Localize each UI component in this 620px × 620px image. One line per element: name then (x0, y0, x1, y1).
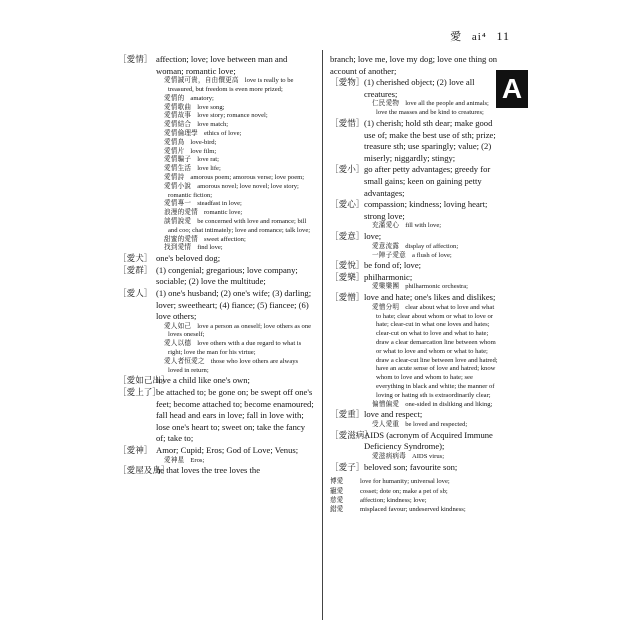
sub-entry-chinese: 愛人者恒愛之 (164, 357, 205, 365)
compound-chinese: 慈愛 (330, 496, 344, 504)
sub-entry-english: AIDS virus; (411, 453, 445, 461)
dictionary-entry (330, 272, 500, 292)
sub-entry (156, 130, 314, 139)
headword: ［愛如己出］ (118, 375, 170, 386)
thumb-index-tab: A (496, 70, 528, 108)
sub-entry (156, 236, 314, 245)
headword: ［愛子］ (330, 461, 365, 472)
sub-entry-chinese: 愛情的 (164, 94, 185, 102)
compound-english: love for humanity; universal love; (360, 478, 450, 486)
definition: be fond of; love; (364, 260, 422, 271)
sub-entry-chinese: 愛情故事 (164, 112, 192, 120)
sub-entry-english: clear about what to love and what to hate; clear about whom or what to love or hate; clear-cut in what one loves and hates; clear-cut on what to love and what to hate; draw a clear demarcation line between whom or what to love and whom or what to hate; draw a clear-cut line between love and hatred; have an acute sense of love and hatred; know whom to love and whom to hate; see everything in black and white; the manner of loving or hating sth is extraordinarily clear; (376, 303, 498, 399)
definition: (1) congenial; gregarious; love company; sociable; (2) love the multitude; (156, 264, 298, 287)
sub-entry-chinese: 談情說愛 (164, 217, 192, 225)
definition: love a child like one's own; (156, 375, 250, 386)
sub-entry (156, 121, 314, 130)
headword: ［愛重］ (330, 409, 365, 420)
dictionary-entry (330, 164, 500, 199)
compound-row (330, 477, 500, 486)
dictionary-entry (330, 77, 500, 118)
sub-entry-chinese: 愛意流露 (372, 242, 400, 250)
definition: compassion; kindness; loving heart; strong love; (364, 199, 488, 221)
sub-entry-english: a flush of love; (411, 251, 452, 259)
sub-entry-chinese: 愛情生活 (164, 165, 192, 173)
sub-entry-chinese: 愛情倫理學 (164, 129, 198, 137)
sub-entry (364, 401, 500, 410)
definition: (1) cherish; hold sth dear; make good use of; make the best use of sth; prize; treasure sth; use sparingly; value; (2) miserly; niggardly; stingy; (364, 117, 496, 163)
dictionary-entry (118, 465, 314, 477)
definition: Amor; Cupid; Eros; God of Love; Venus; (156, 445, 299, 456)
headword: ［愛樂］ (330, 271, 365, 282)
sub-entry (364, 283, 500, 292)
sub-entry-english: those who love others are always loved in return; (168, 357, 299, 374)
dictionary-entry (330, 231, 500, 260)
definition: AIDS (acronym of Acquired Immune Deficiency Syndrome); (364, 429, 493, 452)
compound-english: affection; kindness; love; (360, 496, 427, 504)
sub-entry-english: love others with a due regard to what is right; love the man for his virtue; (168, 340, 302, 357)
sub-entry-english: love story; romance novel; (197, 112, 268, 120)
headword: ［愛意］ (330, 231, 365, 242)
definition: go after petty advantages; greedy for small gains; keen on gaining petty advantages; (364, 164, 491, 198)
headword: ［愛群］ (118, 264, 153, 275)
headword: ［愛小］ (330, 164, 365, 175)
headword: ［愛神］ (118, 445, 153, 456)
sub-entry-english: amatory; (190, 94, 214, 102)
sub-entry-english: steadfast in love; (197, 200, 242, 208)
sub-entry-chinese: 甜蜜的愛情 (164, 235, 198, 243)
dictionary-entry (330, 462, 500, 474)
definition: (1) one's husband; (2) one's wife; (3) darling; lover; sweetheart; (4) fiance; (5) fiancee; (6) love others; (156, 287, 312, 322)
sub-entry (156, 95, 314, 104)
sub-entry-english: love all the people and animals; love the masses and be kind to creatures; (376, 100, 489, 117)
dictionary-entry (118, 445, 314, 465)
compound-row (330, 496, 500, 505)
definition: be attached to; be gone on; be swept off one's feet; become attached to; become enamoured; fall head and ears in love; fall in love with; lose one's heart to; sweet on; take the fancy of; take to; (156, 387, 314, 444)
sub-entry-english: fill with love; (405, 222, 442, 230)
sub-entry-chinese: 偏憎偏愛 (372, 400, 400, 408)
dictionary-entry (330, 292, 500, 409)
sub-entry (156, 244, 314, 253)
sub-entry-chinese: 愛情歌曲 (164, 103, 192, 111)
dictionary-entry (118, 387, 314, 445)
compound-chinese: 博愛 (330, 478, 344, 486)
sub-entry (156, 358, 314, 376)
sub-entry (156, 323, 314, 341)
headword: ［愛情］ (118, 54, 153, 64)
sub-entry-chinese: 愛情片 (164, 147, 185, 155)
sub-entry-english: love rat; (197, 156, 219, 164)
left-column (118, 54, 314, 477)
sub-entry-english: love film; (190, 147, 217, 155)
definition: he that loves the tree loves the (156, 465, 261, 476)
sub-entry-chinese: 愛神星 (164, 456, 185, 464)
sub-entry-english: love is really to be treasured, but freedom is even more prized; (168, 77, 294, 93)
sub-entry-english: one-sided in disliking and liking; (405, 400, 493, 408)
headword: ［愛心］ (330, 199, 365, 210)
dictionary-entry (118, 375, 314, 387)
compound-english: cosset; dote on; make a pet of sb; (360, 487, 448, 495)
headword: ［愛惜］ (330, 117, 365, 128)
sub-entry-english: love a person as oneself; love others as one loves oneself; (168, 322, 312, 339)
page-number: 11 (496, 29, 510, 43)
sub-entry (364, 304, 500, 401)
dictionary-entry (118, 265, 314, 288)
headword: ［愛憎］ (330, 292, 365, 303)
sub-entry-english: love life; (197, 165, 221, 173)
sub-entry-english: love song; (197, 103, 225, 111)
running-head (444, 28, 510, 44)
sub-entry-chinese: 一陣子愛意 (372, 251, 406, 259)
sub-entry (156, 457, 314, 466)
sub-entry (364, 222, 500, 231)
headword: ［愛滋病］ (330, 429, 373, 440)
sub-entry-chinese: 充滿愛心 (372, 222, 400, 230)
sub-entry-chinese: 愛情專一 (164, 200, 192, 208)
headword: ［愛悅］ (330, 260, 365, 271)
dictionary-entry (118, 54, 314, 253)
sub-entry-chinese: 愛情誠可貴，自由價更高 (164, 77, 239, 85)
compound-english: misplaced favour; undeserved kindness; (360, 506, 466, 514)
compound-list (330, 477, 500, 514)
dictionary-entry (118, 288, 314, 376)
sub-entry (364, 252, 500, 261)
dictionary-entry (330, 260, 500, 272)
right-column (330, 54, 500, 514)
definition: (1) cherished object; (2) love all creatures; (364, 77, 475, 99)
sub-entry-chinese: 愛樂樂團 (372, 283, 400, 291)
sub-entry-chinese: 愛情騙子 (164, 156, 192, 164)
sub-entry (364, 100, 500, 118)
sub-entry-chinese: 愛憎分明 (372, 303, 400, 311)
sub-entry (364, 453, 500, 462)
sub-entry (156, 183, 314, 201)
compound-row (330, 505, 500, 514)
sub-entry-chinese: 愛情結合 (164, 121, 192, 129)
sub-entry-english: love-bird; (190, 138, 217, 146)
definition: philharmonic; (364, 271, 413, 282)
sub-entry-english: Eros; (190, 456, 205, 464)
headword: ［愛犬］ (118, 253, 153, 264)
sub-entry-chinese: 受人愛重 (372, 421, 400, 429)
definition: love and respect; (364, 409, 423, 420)
sub-entry-english: sweet affection; (203, 235, 246, 243)
sub-entry-chinese: 愛情小說 (164, 182, 192, 190)
dictionary-entry (330, 199, 500, 231)
sub-entry (156, 139, 314, 148)
sub-entry-english: ethics of love; (203, 129, 242, 137)
sub-entry (156, 340, 314, 358)
compound-chinese: 寵愛 (330, 487, 344, 495)
sub-entry-chinese: 愛人以德 (164, 340, 192, 348)
sub-entry-english: philharmonic orchestra; (405, 283, 468, 291)
definition: one's beloved dog; (156, 253, 221, 264)
dictionary-entry (330, 118, 500, 164)
sub-entry-chinese: 愛滋病病毒 (372, 453, 406, 461)
headword: ［愛人］ (118, 287, 153, 298)
sub-entry-chinese: 找到愛情 (164, 244, 192, 252)
headword: ［愛上了］ (118, 387, 161, 398)
compound-row (330, 487, 500, 496)
sub-entry-english: love match; (197, 121, 229, 129)
sub-entry-english: amorous novel; love novel; love story; romantic fiction; (168, 182, 299, 199)
running-head-pinyin: ai⁴ (471, 31, 487, 43)
sub-entry-chinese: 愛情詩 (164, 173, 185, 181)
headword: ［愛屋及烏］ (118, 465, 170, 476)
sub-entry (156, 112, 314, 121)
headword: ［愛物］ (330, 77, 365, 88)
sub-entry (156, 77, 314, 95)
continued-definition: branch; love me, love my dog; love one thing on account of another; (330, 54, 498, 76)
sub-entry (156, 174, 314, 183)
definition: beloved son; favourite son; (364, 461, 458, 472)
sub-entry (156, 200, 314, 209)
sub-entry (156, 165, 314, 174)
sub-entry (156, 209, 314, 218)
definition: affection; love; love between man and woman; romantic love; (156, 54, 288, 76)
sub-entry (156, 218, 314, 236)
sub-entry-english: be concerned with love and romance; bill and coo; chat intimately; love and romance; talk love; (168, 217, 311, 234)
dictionary-entry (330, 409, 500, 429)
running-head-char: 愛 (450, 31, 463, 43)
sub-entry-chinese: 仁民愛物 (372, 100, 400, 108)
definition: love and hate; one's likes and dislikes; (364, 292, 496, 303)
definition: love; (364, 231, 382, 242)
sub-entry-chinese: 愛情鳥 (164, 138, 185, 146)
dictionary-entry (330, 430, 500, 462)
sub-entry (364, 243, 500, 252)
compound-chinese: 錯愛 (330, 506, 344, 514)
sub-entry-english: be loved and respected; (405, 421, 468, 429)
sub-entry (364, 421, 500, 430)
sub-entry-chinese: 浪漫的愛情 (164, 209, 198, 217)
sub-entry-english: amorous poem; amorous verse; love poem; (190, 173, 305, 181)
column-divider (322, 50, 323, 620)
dictionary-entry (118, 253, 314, 265)
sub-entry-english: display of affection; (405, 242, 459, 250)
sub-entry-english: find love; (197, 244, 223, 252)
sub-entry (156, 156, 314, 165)
sub-entry-english: romantic love; (203, 209, 243, 217)
sub-entry-chinese: 愛人如己 (164, 322, 192, 330)
